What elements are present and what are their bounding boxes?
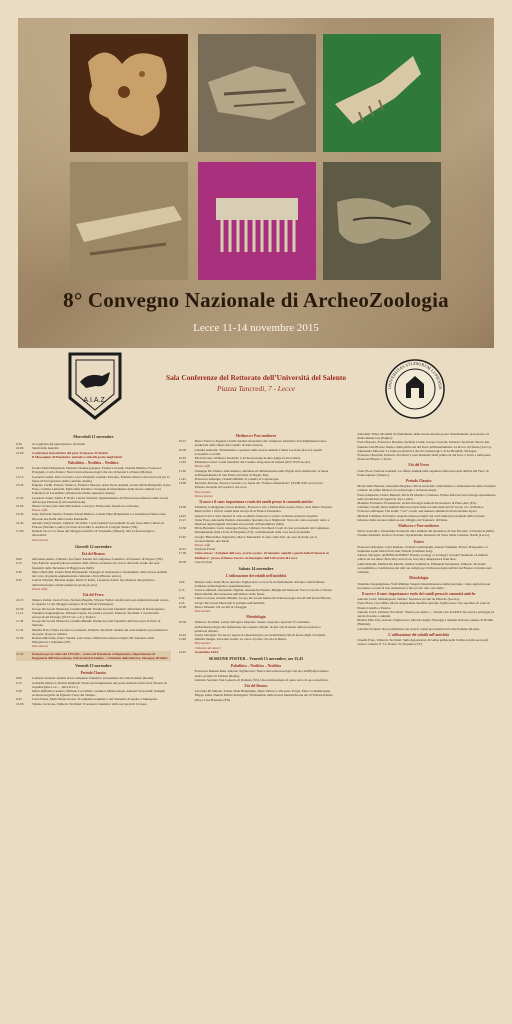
entry-text: Laura Lombardi, Alessandro Tagliati, Alessandra Pansini, Margherita Mussoni: Fasi al Cecchi e Vittoria Maria Marini: Ricostruzione dell'utilizzo della fauna. — [194, 587, 332, 597]
entry-text: Gabriella Petrucci, Marina Rubinich: Fauna del riempimento del pozzo nell'area della Gran Taverna di Aquileia (fine I a.C. – inizi II d.C.). — [32, 680, 168, 689]
program-entry — [341, 533, 496, 537]
entry-text: Roberta Micciché, Pietro Valenti, Luca Sineo: Primi dati archeozoologici dal Santuario della Malophoros a Selinunte (TP). — [32, 635, 154, 645]
entry-text: Maria Raffaella Cassano, Michela Cocciolillo, Gianluca Mastrocinque, Adriana Scoscarelli: Indagini archeozoologiche ad Egnazia: l'area del Tempio. — [32, 688, 166, 698]
entry-text: Visita museo "Artigiani dell'osso, avorio e palco. Ornamenti, utensili e giochi dalla Preistoria al Medioevo" presso il Museo Storico-Archeologico dell'Università di Lecce — [194, 551, 329, 560]
entry-time: 9.00 — [16, 557, 22, 562]
section-heading: Il sacro e il cane: importanza e ruolo dei canidi presso le comunità antiche — [199, 500, 313, 505]
program-entry — [341, 545, 496, 553]
entry-time: 14.30 — [178, 505, 187, 510]
entry-time: 10.00 — [16, 701, 24, 706]
program-entry — [179, 588, 334, 596]
entry-time: 15.45 — [16, 651, 24, 656]
entry-text: Monica Gala, Ivana Fiore, Antonio Tagliacozzo: La traccia di sfruttamento antropico sull'avifauna: evidenze archeologiche e sperimentazione. — [194, 579, 325, 588]
entry-text: Isabella Sanges, Giovanni Guida: Le ossa e il pozzo di Cola di Renzo. — [194, 637, 288, 642]
program-note: Pausa caffè — [32, 586, 48, 591]
entry-text: Mona Cavone (alta valle dell'Aniene, Lazio) tra Pleistocene Superiore e Olocene. — [32, 504, 140, 509]
program-entry — [16, 619, 171, 627]
entry-text: Lenny Salvagno: Un nuovo approccio metodologico per determinare l'età di morte degli ovicaprini. — [194, 632, 326, 637]
entry-text: Sessione Poster — [194, 547, 216, 552]
bone-photo-tile — [70, 162, 188, 280]
entry-text: Ivana Fiore, Patrizia Gastaldi: Le offerte animali nelle sepolture della necropoli dell'età del Ferro di Pontecagnano (Salerno). — [357, 468, 489, 477]
entry-time: 12.00 — [16, 635, 24, 640]
entry-time: 17.30 — [178, 551, 187, 556]
entry-time: 9.30 — [16, 569, 22, 574]
program-entry — [179, 439, 334, 447]
program-entry — [16, 651, 171, 661]
entry-text: Monica Zedda, Laura Porcu, Stefania Bagella, Vittorio Farina: Analisi dei resti animali rinvenuti presso la capanna 12 del villaggio nuragico di Sa Nuraxi (Sardegna). — [32, 598, 169, 607]
entry-time — [179, 669, 195, 677]
entry-text: Gabriele Carenti: Resti animali dalla necropoli della seconda metà del IV secolo a.C. di Pizzica. — [357, 505, 484, 510]
program-note: Chiusura dei lavori — [194, 645, 221, 650]
entry-time: 11.30 — [16, 619, 24, 624]
program-entry — [341, 432, 496, 440]
entry-time: 10.30 — [178, 447, 187, 452]
program-entry — [341, 440, 496, 448]
entry-time: 12.00 — [16, 450, 24, 455]
entry-text: Ornella Prato, Fabio Luciano Cocomazzi, Umberto Tecchiati: Analisi dei resti faunistici provenienti da un pozzo di epoca romana. — [32, 627, 168, 636]
entry-text: Giovanni Di Simone, Ursula Thun Hohenstein, Dario Petrucci, Vincenzo Forgia, Enrico Giannitrapani, Filippo Ianni, Nunzia Martin Rodriguez: Sfruttamento delle risorse faunistiche nei siti di Vallone Inferno (PA) e Case Bastione (EN). — [194, 689, 333, 702]
entry-text: Tiziana Lavarone, Umberto Tecchiati: Il recupero faunistico della necropoli di Crotone. — [32, 701, 148, 706]
program-entry — [16, 475, 171, 483]
program-entry — [179, 580, 334, 588]
entry-text: Umberto Tecchiati, Lenny Salvagno: Deposito rituale o deposito speciale? Il contributo dell'archeozoologia alla definizione dei contesti cultuali: alcuni casi di studio della protostoria e preistoria italiana. — [194, 620, 321, 633]
entry-text: Alessandra Mecozzi: La fauna protostorica del sito archeologico di Lu Brandali, Sardegna. — [357, 448, 478, 453]
entry-time — [179, 689, 195, 702]
program-columns — [16, 432, 496, 1017]
entry-time: 10.30 — [178, 620, 187, 625]
program-entry — [341, 493, 496, 501]
entry-text: Jacopo De Grossi Mazzorin, Claudia Minniti: Esame dei resti faunistici dell'abitato di Pontecagnano. — [32, 606, 166, 611]
program-entry — [341, 514, 496, 522]
entry-time: 14.00 — [16, 504, 24, 509]
entry-time — [341, 453, 357, 461]
entry-time — [341, 493, 357, 501]
entry-time — [341, 533, 357, 537]
entry-text: Claudia Andreini: Sfruttamento e gestione delle risorse animali a Mura Lecciane (Lecce): aspetti economici e sociali. — [194, 447, 323, 456]
comb-photo-tile — [198, 162, 316, 280]
program-entry — [179, 448, 334, 456]
program-entry — [16, 681, 171, 689]
entry-time: 11.30 — [178, 468, 186, 473]
program-entry — [179, 669, 334, 677]
program-entry — [16, 598, 171, 606]
program-note: Pausa caffè — [32, 508, 48, 513]
entry-time: 10.15 — [16, 598, 24, 603]
entry-time: 15.30 — [178, 526, 187, 531]
entry-text: Ursula Thun Hohenstein, Sharada Channarayapatna, Federica Grandi, Claudia Martino, Francesca D'Argenio, Carlo Peretto: Nuovi dati archeozoologici dal sito di Isernia La Pineta (Molise). — [32, 466, 162, 475]
program-entry — [341, 582, 496, 590]
program-entry — [179, 678, 334, 682]
entry-text: Francesca Alhaique, Claudia Minniti: Il castello di Capodacqua. — [194, 477, 280, 482]
entry-time — [179, 678, 195, 682]
bone-photo-tile — [323, 162, 441, 280]
entry-time — [341, 514, 357, 522]
entry-text: Francesca Daniele Ruta, Antonio Tagliacozzo: Nuovi dati archeozoologici sul sito dell'Epigravettiano antico-evoluto di Paldoni (Roma). — [194, 669, 329, 678]
entry-text: Marco Masseti: Gli uccelli di Chioggia. — [194, 604, 248, 609]
entry-time — [341, 545, 357, 553]
program-entry — [16, 561, 171, 569]
entry-text: Assemblea AIAZ — [194, 649, 219, 654]
program-entry — [341, 553, 496, 561]
program-note: Discussione — [194, 641, 211, 646]
program-entry — [16, 455, 171, 459]
entry-text: Saluti delle Autorità — [32, 446, 59, 451]
venue-address: Piazza Tancredi, 7 - Lecce — [216, 384, 296, 393]
entry-time — [341, 562, 357, 575]
day-heading: SESSIONE POSTER – Venerdì 13 novembre, ore 15.45 — [208, 655, 304, 661]
venue-name: Sala Conferenze del Rettorato dell’Università del Salento — [165, 373, 347, 382]
section-heading: Il sacro e il cane: importanza e ruolo dei canidi presso le comunità antiche — [361, 591, 476, 596]
section-heading: Periodo Classico — [80, 671, 107, 676]
entry-text: Elisabetta Grassi: I resti faunistici del Castello Aragonese di Sassari (XIV-XVII secolo). — [194, 460, 311, 465]
bone-photo-tile — [70, 34, 188, 152]
entry-text: Antonio Curci, Sara Santori: Il cane in ambito funerario e votivo: evidenze archeozoologiche. — [194, 513, 319, 518]
program-entry — [16, 512, 171, 520]
entry-text: Francesca Alhaique: The Gallic "cow": exotic and unusual animals from the Roman layers. — [357, 509, 478, 514]
entry-time: 9.15 — [178, 587, 185, 592]
program-entry — [341, 484, 496, 492]
entry-time: 10.45 — [178, 456, 187, 461]
program-entry — [179, 689, 334, 702]
svg-text:UNIVERSITAS STUDIORUM LUPIENSI: UNIVERSITAS STUDIORUM LUPIENSIS — [386, 360, 444, 390]
entry-time: 9.30 — [178, 596, 185, 601]
entry-time: 9.45 — [16, 697, 22, 702]
entry-text: Manuela Fortunato: Fiorenzuola: alcuni dati sugli animali dal territorio di Pizzo Alto (FG). — [357, 501, 478, 506]
program-entry — [179, 535, 334, 543]
entry-time: 14.45 — [178, 513, 187, 518]
entry-time: 14.45 — [16, 520, 24, 525]
section-heading: Estero — [413, 539, 424, 544]
section-heading: Età del Bronzo — [244, 683, 268, 688]
entry-time: 15.45 — [16, 495, 24, 500]
entry-time: 11.15 — [16, 610, 24, 615]
event-dates: Lecce 11-14 novembre 2015 — [193, 322, 319, 334]
program-column — [341, 432, 496, 1017]
program-entry — [341, 469, 496, 477]
entry-time — [341, 440, 357, 448]
program-entry — [341, 453, 496, 461]
entry-text: Eugenio Cerilli, Ernesto Santucci, Federica Moreno, Anna Paola Anzidei, Grazia Maria Bulgarelli, Ivana Fiore, Cristina Lemorini, Maria Rita Palombo: Strategie di sfruttamento delle risorse animali a La Polledrara di Cecanibbio (Pleistocene medio superiore, Roma). — [32, 483, 171, 496]
svg-text:A.I.A.Z.: A.I.A.Z. — [83, 397, 107, 404]
entry-time: 14.30 — [16, 512, 24, 517]
entry-text: Silvia Eccher, Umberto Tecchiati: L'archeozoologia in Alto Adige in età romana. — [194, 456, 302, 461]
entry-text: Antonio Curci, Umberto Tecchiati: "Dentro per dentro..." Alcuni casi di AMTL nei cani tra patologie ed azioni di uomo e animali. — [357, 609, 495, 618]
program-column — [16, 432, 171, 1017]
entry-time — [341, 553, 357, 561]
entry-time: 9.00 — [178, 579, 185, 584]
entry-text: Ivana Fiore, Antonella Pansini, Alessandra Sperduti, Luca Migliorati: Non solo cani e neonati: ruolo e funzione degli ungulati rinvenuti nei pozzetti di Pietrammara (MO). — [194, 517, 330, 527]
entry-time — [341, 484, 357, 492]
entry-time: 13.30 — [16, 483, 24, 488]
header-banner — [18, 18, 494, 348]
program-entry — [341, 610, 496, 618]
entry-text: Antonella Tiche: Modalità di sfruttamento delle risorse marine presso l'insediamento protostorico di Punta Manaccora (Puglia). — [357, 432, 490, 441]
program-entry — [16, 702, 171, 706]
entry-time: 9.15 — [16, 561, 22, 566]
program-column — [179, 432, 334, 1017]
entry-time: 10.00 — [16, 446, 24, 451]
entry-text: Conferenza introduttiva del prof. Francesco D'Andria — [32, 450, 109, 455]
entry-time: 15.45 — [178, 534, 187, 539]
entry-time: 11.00 — [178, 460, 186, 465]
day-heading: Sabato 14 novembre — [238, 566, 274, 572]
entry-text: Francesca Alhaique, Livia Romano, Federica Gabbianelli, Alessio Valentini, Franco D'Agostino: A Sumerian equid burial from Abu Tbeirah (Southern Iraq). — [357, 544, 488, 554]
entry-time: 10.15 — [178, 439, 187, 444]
entry-text: Alessio Salvagno: ALBINO ALBINO? Fantasy zoology or zoology's wonder? Remnant of animals which are not there: How they were born, how they disappeared from here. — [357, 553, 488, 562]
entry-text: Irene Valverde Tejedor, Paloma Sabalà Bellisco, Ursula Thun Hohenstein: La transizione Pleistocene-Olocene nei livelli della Grotta Romanelli. — [32, 512, 167, 521]
entry-time: 12.45 — [178, 649, 187, 654]
program-entry — [16, 570, 171, 578]
entry-text: Chiara Cortese, Claudio Minniti, Jacopo De Grossi Mazzorin: Paleoecologia dei siti dell'età del Bronzo. — [194, 596, 332, 601]
program-note: Discussione — [32, 644, 48, 649]
entry-text: Gabriele Soranna: San Lussorio di Romana (SS). Una testimonianza di pasto sacro di epoca neolitica. — [194, 677, 329, 682]
entry-text: Cena Sociale — [194, 559, 212, 564]
program-entry — [179, 620, 334, 633]
entry-time: 11.45 — [178, 477, 186, 482]
entry-text: Gabriele Soranna: Analisi di un complesso faunistico proveniente dal colle Palatino (Roma). — [32, 676, 154, 681]
entry-time: 16.15 — [178, 547, 187, 552]
program-entry — [16, 521, 171, 529]
entry-time — [341, 627, 357, 631]
entry-time — [341, 638, 357, 646]
program-entry — [16, 496, 171, 504]
entry-text: Leonardo Salari, Mario F. Rolfo, Letizia Silvestri: Inquadramento del Pleistocene inferiore della Grotta dell'Acqua Pulsante (Lazio meridionale). — [32, 495, 169, 504]
entry-text: Antonio Curci, Michelepaolo Stefano: Sepolture di cani da Pinerolo (Grecia). — [357, 597, 460, 602]
entry-time — [341, 601, 357, 609]
section-heading: L'utilizzazione dei volatili nell'antichità — [388, 632, 449, 637]
program-entry — [16, 628, 171, 636]
program-entry — [341, 562, 496, 575]
entry-text: Sara Epifani: Aspetti paleoeconomici della cultura terramaricola: nuovi dati dallo studio dei resti faunistici della Terramara di Baggiovara (MO). — [32, 561, 160, 570]
entry-text: Giorgio Bartolomeo Ingravallo, Marco Mazzarini: Il cane come dato: un caso di studio per il riconoscimento dei rituali. — [194, 534, 317, 543]
entry-text: Daniela Saccà: La fauna del villaggio neolitico di Trasanello (Matera): dati archeozoologici e tafonomici. — [32, 529, 156, 538]
program-note: Pausa pranzo — [194, 493, 213, 498]
entry-text: Gabriele Soranna: Nota preliminare sui resti di canidi provenienti dal Colle Palatino (Roma). — [357, 626, 480, 631]
entry-text: Silvia Bertolini, Lucio Giuseppe Perego, Umberto Tecchiati: I resti di cane provenienti dal Complesso Monumentale della Civita di Tarquinia (VT): considerazioni sulla cosa non trascurabile. — [194, 526, 330, 535]
program-entry — [341, 638, 496, 646]
entry-time: 9.30 — [16, 442, 22, 447]
entry-text: Nicoletta Perrone, Teodoro Scarano: La fauna del "frantoio dimenticato" (XVIII-XIX secolo) nel Palazzo baronale di Caprarica di Lecce. — [194, 481, 323, 490]
entry-text: Marco Fatucci, Eugenio Cerilli: Analisi tafonomica del complesso faunistico dal riempimento basso medievale della chiesa del Castello di Santa Severa. — [194, 439, 327, 448]
program-note: Discussione — [194, 489, 211, 494]
entry-text: Lucia Pozza, Maria Elena Grasso: Il complesso faunistico del Santuario di Apollo a Metaponto. — [32, 697, 159, 702]
day-heading: Venerdì 13 novembre — [75, 662, 112, 668]
entry-time: 9.15 — [16, 680, 22, 685]
program-entry — [179, 505, 334, 513]
section-heading: Età del Bronzo — [81, 552, 105, 557]
section-heading: Paleolitico – Neolitico – Neolitico — [230, 664, 282, 669]
page-title: 8° Convegno Nazionale di ArcheoZoologia — [63, 288, 449, 312]
university-seal — [384, 358, 446, 420]
program-entry — [16, 578, 171, 586]
program-entry — [179, 551, 334, 559]
entry-text: Paola Andreatta, Chiara Bianchi, Silvia Di Martino: Cremona, Piazza Marconi: una bottega specializzata nella produzione di oggetti in osso e palco. — [357, 492, 496, 501]
section-heading: Periodo Classico — [405, 479, 432, 484]
entry-time: 9.00 — [16, 676, 22, 681]
entry-text: Marco Bertolini, Ursula Thun Hohenstein: Strategie di sussistenza e sfruttamento delle risorse animali nel corso di grande segmentazione culturale a Nola (Bronzo antico). — [32, 569, 167, 579]
entry-text: Paola Boscato, Francesco Boschin, Stefania Casini, Jacopo Crezzini, Umberto Tecchiati: Nuovi dati faunistici del Bronzo finale e della prima età del Ferro dell'insediamento La Rocca di Chiuso (Lecco). — [357, 440, 492, 449]
program-entry — [179, 650, 334, 654]
section-heading: Metodologia — [409, 576, 429, 581]
entry-text: Antonio Luigi Zanetti, Umberto Tecchiati: I resti faunistici provenienti da una fossa della Cultura di Fiorano (Neolitico antico) scavata in località S. Andrea di Cologna Veneta (VR). — [32, 520, 164, 530]
program-entry — [179, 481, 334, 489]
section-heading: Età del Ferro — [408, 463, 429, 468]
entry-time: 13.00 — [16, 466, 24, 471]
entry-time: 10.00 — [178, 604, 187, 609]
entry-text: Valentina Zappalaglione, Wolf-Rüdiger Teegen: Determinazione delle patologie: come applicarle per incontrare su resti di Sus domesticus e Sus scrofa: due casi studio. — [357, 581, 491, 590]
program-entry — [341, 601, 496, 609]
section-heading: L'utilizzazione dei volatili nell'antichità — [225, 574, 287, 579]
entry-text: Silvia Garavello: I manufatti in materia dura animale dal monastero di San Silvestro a Nonantola (MO). — [357, 529, 495, 534]
day-heading: Mercoledì 11 novembre — [73, 434, 114, 439]
entry-time: 9.45 — [178, 600, 185, 605]
program-note: Discussione — [32, 537, 48, 542]
entry-time: 11.00 — [178, 637, 186, 642]
program-entry — [179, 526, 334, 534]
entry-text: Alfonsina Amato, Umberto Tecchiati: Analisi del complesso faunistico di Dossetto di Nogara (VR). — [32, 557, 164, 562]
program-note: Pausa caffè — [194, 543, 211, 548]
entry-time: 17.00 — [16, 529, 24, 534]
section-heading: Età del Ferro — [83, 592, 104, 597]
aiaz-logo — [64, 348, 126, 422]
entry-text: Valentina Zappalaglione, Michele Cupitò, Giovanni Leonardi, Umberto Tecchiati: I cavalli della necropoli del Piovego (VI-IV sec. a.C.), Padova. — [32, 610, 159, 619]
entry-text: Beatrix Phin Urla, Antonio Tagliacozzo, Micaela Angle: Paesaggi e animali dell'area romana di Pichini (Brindisi). — [357, 618, 494, 627]
entry-time: 9.30 — [16, 688, 22, 693]
entry-time — [16, 455, 32, 459]
entry-text: Il Messapium di Manduria: animali e culti alle porte degli Inferi — [32, 454, 123, 459]
entry-time: 9.45 — [16, 578, 22, 583]
entry-text: Claudia Andreini, Teodoro Scarano: Il patrimonio faunistico di Torre Santa Caterina, Nardò (Lecce). — [357, 533, 490, 538]
program-entry — [179, 560, 334, 564]
entry-time: 10.30 — [16, 606, 24, 611]
entry-text: Jacopo De Grossi Mazzorin: Il pollame nell'antichità. — [194, 600, 266, 605]
entry-text: Letizia Silvestri, Micaela Angle, Mario F. Rolfo, Leonardo Salari: Il potenziale interpretativo dell'archeofauna: alcuni esempi da grotte (Lazio). — [32, 578, 155, 587]
bone-photo-tile — [198, 34, 316, 152]
entry-text: Leonardo Salari, Piero Cavuoto, Luca Pandolfi, Carmelo Petronio, Fabrizio Marra: Una nuova età per la fauna di Saccopastore (Italia centrale, Roma). — [32, 474, 170, 483]
entry-text: Ivana Fiore, Luca Milia, Maria Angela Ruta Serafini, Antonio Tagliacozzo: Una sepoltura di cane da Piazza Castello a Padova. — [357, 601, 490, 610]
entry-time — [341, 432, 357, 440]
entry-time: 12.00 — [178, 481, 187, 486]
section-heading: Medioevo e Post-medioevo — [235, 434, 277, 438]
program-entry — [16, 636, 171, 644]
bone-photo-tile — [323, 34, 441, 152]
entry-text: Jacopo De Grossi Mazzorin, Claudia Minniti: Esame dei resti faunistici dell'area sacra di Torre di Satriano. — [32, 619, 161, 628]
entry-text: Giulia Rinaldi, Martina De Marchi, Andrea Sommavia, Emanuele Tettamenti, Umberto Tecchiati: Accessibilità e condivisione dei dati: un webgis per l'archeozoologia dell'età del Bronzo in Italia nord-orientale. — [357, 561, 493, 575]
entry-time: 11.45 — [16, 627, 24, 632]
program-entry — [179, 518, 334, 526]
section-heading: Paleolitico – Neolitico – Neolitico — [68, 461, 119, 466]
entry-time — [341, 582, 357, 590]
program-entry — [16, 466, 171, 474]
program-note: Pausa caffè — [194, 464, 211, 469]
entry-text: Giuseppe De Venuto: Allevamento, ambiente ed alimentazione nella Puglia tardo medievale: la fauna dell'insediamento di San Felice (Gravina di Puglia, BA). — [194, 468, 329, 477]
entry-text: Accoglienza dei partecipanti e iscrizioni — [32, 442, 86, 447]
entry-text: Michele Tommaso Fortunato: Aspetti archeozoologici dei resti animali provenienti dalla terrazza inferiore della terrazza inferiore nel villaggio del Santuario di Diana. — [357, 513, 485, 522]
section-heading: Metodologia — [246, 615, 266, 620]
entry-time — [341, 618, 357, 626]
entry-text: Francesco Boschin, Umberto Tecchiati: I resti faunistici della prima età del ferro a Tovel e della parte finale del Bronzo a Tovel. — [357, 453, 491, 462]
program-entry — [16, 611, 171, 619]
program-entry — [179, 469, 334, 477]
day-heading: Giovedì 12 novembre — [75, 543, 112, 549]
program-entry — [16, 689, 171, 697]
program-entry — [341, 627, 496, 631]
section-heading: Medioevo e Post-medioevo — [398, 524, 440, 529]
entry-time — [341, 469, 357, 477]
entry-text: Valentina Caldaggione, Oscar Romano, Francesco Gil, Cristina Ruiz García-Vasco, José Maria Vazquez, Maria Sofia: I resti di canidi nella necropoli di Pizzica Pantanello. — [194, 505, 333, 514]
entry-text: Ornella Prato, Umberto Tecchiati: Sulla deposizione di Gallus gallus nella Tomba A della necropoli etrusco-romana di "Le Nonne" di Tarquinia (VT). — [357, 637, 489, 647]
entry-time: 20.30 — [178, 559, 187, 564]
program-entry — [341, 618, 496, 626]
entry-text: Maria Stella Busana, Antonietta Bugliore, Silvia Garavello: Allevamento e alimentazione nella Cisalpina romana: un primo bilancio tra archeologia e archeozoologia. — [357, 484, 496, 493]
entry-time: 10.45 — [178, 632, 187, 637]
entry-time: 15.15 — [178, 517, 187, 522]
entry-time — [341, 610, 357, 618]
program-note: Discussione — [194, 608, 211, 613]
program-entry — [16, 529, 171, 537]
entry-time: 13.15 — [16, 474, 24, 479]
program-entry — [16, 483, 171, 496]
entry-text: Partenza per la visita del CEDAD – Centro di Datazione e Diagnostica, Dipartimento di Ingegneria dell'Innovazione, Università del Salento – Cittadella della Ricerca, Mesagne, Brindisi — [32, 651, 168, 660]
